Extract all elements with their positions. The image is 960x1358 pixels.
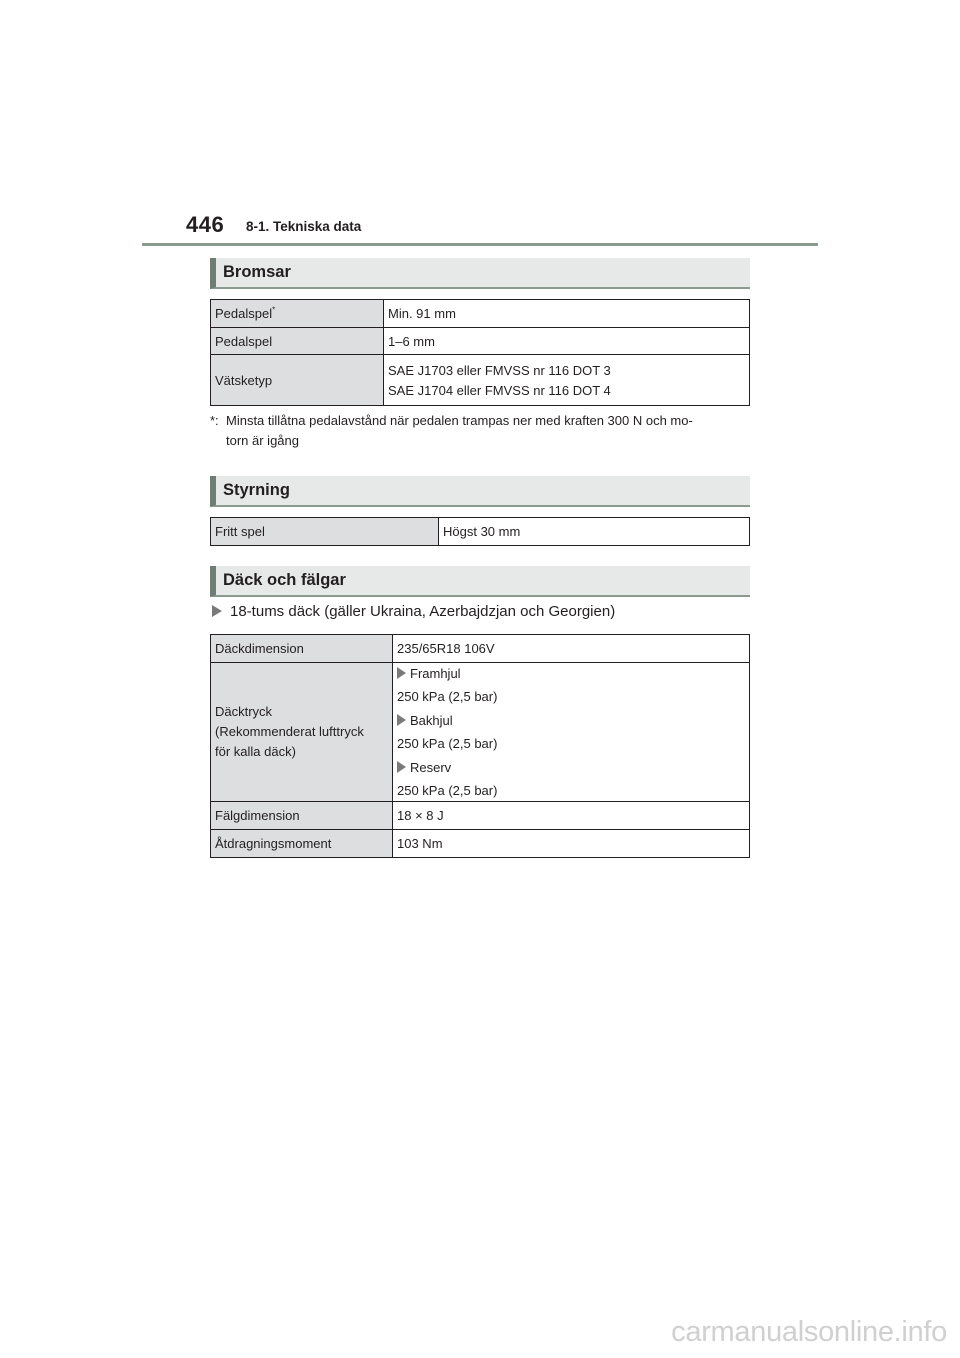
spec-value: Min. 91 mm [384, 300, 750, 328]
spec-key-line: för kalla däck) [215, 744, 296, 759]
section-heading-tyres: Däck och fälgar [210, 566, 750, 597]
spec-value: SAE J1704 eller FMVSS nr 116 DOT 4 [388, 382, 611, 398]
spec-key: Fritt spel [211, 518, 439, 546]
tyres-table [210, 634, 750, 858]
spec-value: 235/65R18 106V [393, 635, 750, 663]
pressure-item-label [397, 710, 745, 731]
triangle-bullet-icon [397, 761, 406, 773]
spec-value: 1–6 mm [384, 328, 750, 355]
footnote-line: torn är igång [226, 433, 299, 448]
spec-key: Däckdimension [211, 635, 393, 663]
spec-key: Pedalspel [215, 306, 273, 321]
table-row [211, 300, 750, 328]
brakes-table [210, 299, 750, 406]
spec-key: Åtdragningsmoment [211, 830, 393, 858]
triangle-bullet-icon [212, 605, 222, 617]
spec-key-cell [211, 300, 384, 328]
spec-key-line: (Rekommenderat lufttryck [215, 724, 364, 739]
watermark: carmanualsonline.info [671, 1316, 947, 1348]
pressure-value: 250 kPa (2,5 bar) [397, 736, 498, 751]
spec-key: Pedalspel [211, 328, 384, 355]
spec-key-line: Däcktryck [215, 704, 273, 719]
table-row [211, 328, 750, 355]
spec-value: 18 × 8 J [393, 802, 750, 830]
table-row [211, 518, 750, 546]
pressure-label-text: Bakhjul [410, 713, 453, 728]
footnote-line: Minsta tillåtna pedalavstånd när pedalen trampas ner med kraften 300 N och mo- [226, 413, 693, 428]
section-heading-brakes: Bromsar [210, 258, 750, 289]
spec-key: Fälgdimension [211, 802, 393, 830]
table-row [211, 830, 750, 858]
footnote-marker: * [272, 305, 276, 315]
spec-key: Vätsketyp [211, 355, 384, 406]
spec-key-cell [211, 663, 393, 802]
pressure-value: 250 kPa (2,5 bar) [397, 783, 498, 798]
spec-value-cell [384, 355, 750, 406]
footnote-marker: *: [210, 413, 219, 428]
pressure-item-label [397, 757, 745, 778]
pressure-label-text: Reserv [410, 760, 452, 775]
pressure-item-label [397, 663, 745, 684]
triangle-bullet-icon [397, 667, 406, 679]
table-row [211, 355, 750, 406]
pressure-value: 250 kPa (2,5 bar) [397, 689, 498, 704]
subheading-text: 18-tums däck (gäller Ukraina, Azerbajdzjan och Georgien) [230, 603, 616, 620]
steering-table [210, 517, 750, 546]
footnote [210, 411, 750, 451]
triangle-bullet-icon [397, 714, 406, 726]
tyre-pressure-cell [393, 663, 750, 802]
spec-value: Högst 30 mm [439, 518, 750, 546]
table-row [211, 635, 750, 663]
table-row [211, 802, 750, 830]
pressure-label-text: Framhjul [410, 666, 461, 681]
header-divider [142, 243, 818, 246]
table-row [211, 663, 750, 802]
spec-value: 103 Nm [393, 830, 750, 858]
section-heading-steering: Styrning [210, 476, 750, 507]
spec-value: SAE J1703 eller FMVSS nr 116 DOT 3 [388, 362, 611, 378]
tyre-subheading [212, 603, 615, 620]
section-label: 8-1. Tekniska data [246, 219, 362, 234]
page-number: 446 [186, 212, 225, 237]
